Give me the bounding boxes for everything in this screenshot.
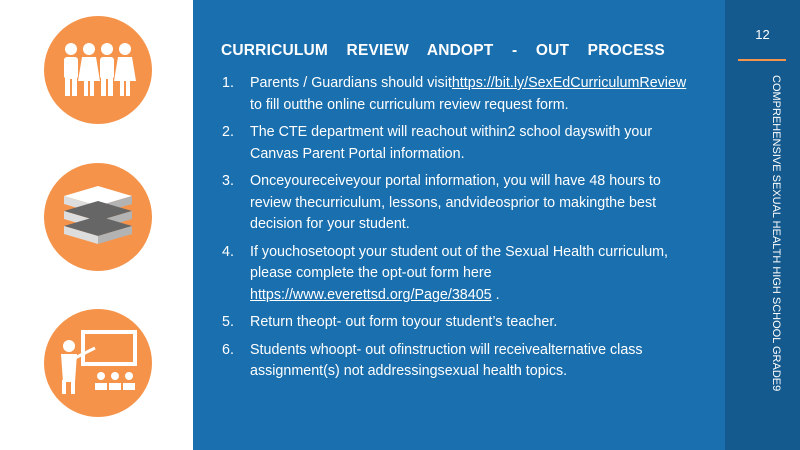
- step-number: 5.: [222, 314, 234, 330]
- icon-column: [0, 0, 193, 450]
- step-text: The CTE department will reachout within2 school dayswith your Canvas Parent Portal information.: [250, 124, 653, 162]
- list-item: [193, 122, 700, 165]
- list-item: [193, 242, 700, 307]
- family-icon: [44, 16, 152, 124]
- slide-title: CURRICULUM REVIEW ANDOPT - OUT PROCESS: [221, 42, 665, 59]
- step-number: 2.: [222, 124, 234, 140]
- step-text: Return theopt- out form toyour student’s teacher.: [250, 314, 558, 330]
- teacher-classroom-icon: [44, 309, 152, 417]
- books-icon: [44, 163, 152, 271]
- review-link[interactable]: https://bit.ly/SexEdCurriculumReview: [451, 75, 687, 91]
- step-text: Parents / Guardians should visit: [250, 75, 452, 91]
- page-number: 12: [755, 27, 770, 42]
- accent-divider: [738, 59, 786, 61]
- step-number: 4.: [222, 243, 234, 260]
- step-text: .: [491, 286, 500, 303]
- step-text: to fill outthe online curriculum review request form.: [250, 96, 569, 113]
- list-item: [193, 171, 700, 236]
- step-text: If youchosetoopt your student out of the Sexual Health curriculum, please complete the opt-out form here: [250, 243, 669, 281]
- list-item: [193, 312, 700, 334]
- step-number: 1.: [222, 75, 234, 91]
- opt-out-form-link[interactable]: https://www.everettsd.org/Page/38405: [250, 286, 492, 303]
- steps-list: [193, 73, 700, 389]
- step-text: Students whoopt- out ofinstruction will receivealternative class assignment(s) not addressingsexual health topics.: [250, 341, 643, 379]
- step-text: Onceyoureceiveyour portal information, you will have 48 hours to review thecurriculum, lessons, andvideosprior to makingthe best decision for your student.: [250, 173, 661, 232]
- list-item: [193, 340, 700, 383]
- side-band: [725, 0, 800, 450]
- step-number: 6.: [222, 341, 234, 358]
- list-item: [193, 73, 700, 116]
- side-title: COMPREHENSIVE SEXUAL HEALTH HIGH SCHOOL GRADE9: [770, 75, 782, 392]
- content-panel: [193, 0, 725, 450]
- step-number: 3.: [222, 173, 234, 189]
